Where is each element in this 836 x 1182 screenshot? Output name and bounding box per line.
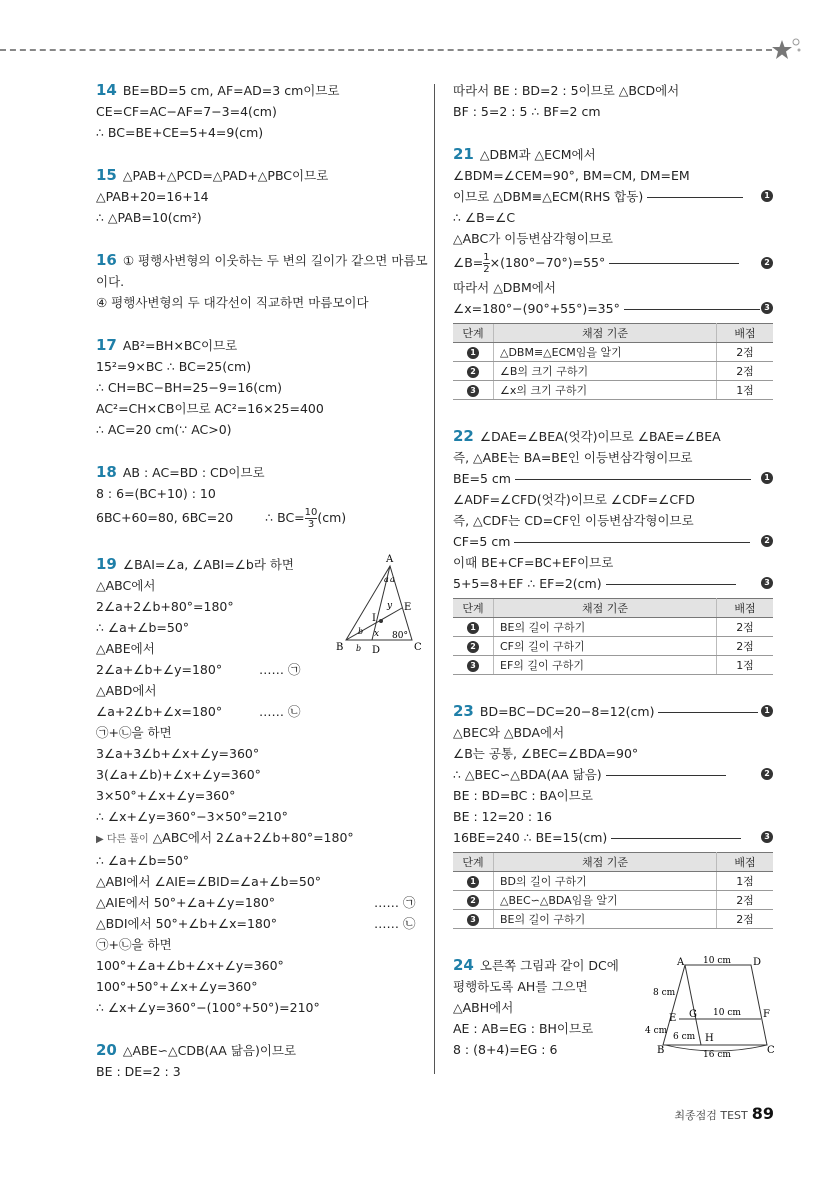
step-marker: 1 <box>467 876 479 888</box>
table-header: 배점 <box>717 599 774 618</box>
table-header: 채점 기준 <box>494 853 717 872</box>
table-header: 채점 기준 <box>494 324 717 343</box>
step-marker: 2 <box>467 895 479 907</box>
step-marker: 1 <box>761 472 773 484</box>
problem-number: 20 <box>96 1041 117 1059</box>
scoring-table-21 <box>453 323 773 400</box>
step-marker: 3 <box>467 914 479 926</box>
step-marker: 3 <box>761 577 773 589</box>
fraction: $\frac{1}{2}$ <box>483 252 490 275</box>
svg-text:x: x <box>374 629 380 639</box>
svg-text:6 cm: 6 cm <box>673 1032 696 1042</box>
svg-text:B: B <box>336 642 344 653</box>
step-marker: 3 <box>761 831 773 843</box>
svg-text:D: D <box>753 957 762 968</box>
problem-number: 17 <box>96 336 117 354</box>
svg-text:16 cm: 16 cm <box>703 1050 731 1060</box>
scoring-table-22 <box>453 598 773 675</box>
table-header: 단계 <box>453 599 494 618</box>
step-marker: 3 <box>467 385 479 397</box>
svg-text:C: C <box>414 642 422 653</box>
footer-label: 최종점검 TEST <box>674 1109 748 1122</box>
problem-number: 24 <box>453 956 474 974</box>
svg-text:b: b <box>358 627 364 636</box>
table-header: 배점 <box>717 853 774 872</box>
left-column <box>96 80 426 1082</box>
problem-15: 15 △PAB+△PCD=△PAD+△PBC이므로 △PAB+20=16+14 ∴ △PAB=10(cm²) <box>96 166 329 225</box>
problem-17: 17 AB²=BH×BC이므로 15²=9×BC ∴ BC=25(cm) ∴ CH=BC−BH=25−9=16(cm) AC²=CH×CB이므로 AC²=16×25=400 ∴ AC=20 cm(∵ AC>0) <box>96 336 324 437</box>
svg-text:b: b <box>356 644 362 653</box>
step-marker: 1 <box>467 347 479 359</box>
step-marker: 1 <box>761 190 773 202</box>
table-row: 1 BD의 길이 구하기 1점 <box>453 872 773 891</box>
svg-text:8 cm: 8 cm <box>653 988 676 998</box>
right-column <box>453 80 773 1060</box>
step-marker: 2 <box>761 535 773 547</box>
problem-19: A B C D E I a a y x b b 80° 19 ∠BAI=∠a, ∠ABI=∠b라 하면 △ABC에서 2∠a+2∠b+80°=180° ∴ ∠a+∠b=50° △ABE에서 2∠a+∠b+∠y=180° …… ㉠ △ABD에서 ∠a+2∠b+∠x=180° …… ㉡ ㉠+㉡을 하면 3∠a+3∠b+∠x+∠y=360° 3(∠a+∠b)+∠x+∠y=360° 3×50°+∠x+∠y=360° ∴ ∠x+∠y=360°−3×50°=210° ▶ 다른 풀이 △ABC에서 2∠a+2∠b+80°=180° ∴ ∠a+∠b=50° △ABI에서 ∠AIE=∠BID=∠a+∠b=50° △AIE에서 50°+∠a+∠y=180° …… ㉠ △BDI에서 50°+∠b+∠x=180° …… ㉡ ㉠+㉡을 하면 100°+∠a+∠b+∠x+∠y=360° 100°+50°+∠x+∠y=360° ∴ ∠x+∠y=360°−(100°+50°)=210° <box>96 554 426 1018</box>
problem-number: 19 <box>96 555 117 573</box>
alt-solution-label: ▶ 다른 풀이 <box>96 834 149 845</box>
top-dashed-rule <box>0 49 772 51</box>
svg-text:A: A <box>386 554 394 565</box>
table-header: 채점 기준 <box>494 599 717 618</box>
step-marker: 1 <box>467 622 479 634</box>
svg-text:80°: 80° <box>392 631 408 641</box>
problem-number: 22 <box>453 427 474 445</box>
table-row: 2 △BEC∽△BDA임을 알기 2점 <box>453 891 773 910</box>
table-row: 2 ∠B의 크기 구하기 2점 <box>453 362 773 381</box>
table-row: 3 ∠x의 크기 구하기 1점 <box>453 381 773 400</box>
problem-16: 16 ① 평행사변형의 이웃하는 두 변의 길이가 같으면 마름모 이다. ④ 평행사변형의 두 대각선이 직교하면 마름모이다 <box>96 251 428 310</box>
svg-text:10 cm: 10 cm <box>703 956 731 966</box>
svg-text:G: G <box>689 1009 697 1020</box>
svg-text:I: I <box>372 613 376 624</box>
problem-number: 18 <box>96 463 117 481</box>
page-number: 89 <box>751 1104 774 1123</box>
problem-number: 14 <box>96 81 117 99</box>
svg-text:E: E <box>669 1013 677 1024</box>
problem-number: 21 <box>453 145 474 163</box>
table-header: 단계 <box>453 853 494 872</box>
step-marker: 3 <box>761 302 773 314</box>
problem-18: 18 AB : AC=BD : CD이므로 8 : 6=(BC+10) : 10 6BC+60=80, 6BC=20 ∴ BC= $\frac{10}{3}$ (cm) <box>96 463 347 530</box>
svg-text:F: F <box>763 1009 770 1020</box>
table-row: 1 △DBM≡△ECM임을 알기 2점 <box>453 343 773 362</box>
column-divider <box>434 84 435 1074</box>
step-marker: 1 <box>761 705 773 717</box>
step-marker: 2 <box>467 641 479 653</box>
svg-text:y: y <box>387 601 393 611</box>
problem-24: A D E G F H B C 10 cm 10 cm 8 cm 4 cm 6 cm 16 cm 24 오른쪽 그림과 같이 DC에 평행하도록 AH를 그으면 △ABH에서 AE : AB=EG : BH이므로 8 : (8+4)=EG : 6 <box>453 955 773 1060</box>
svg-text:a: a <box>384 575 389 584</box>
svg-text:C: C <box>767 1045 775 1056</box>
problem-22: 22 ∠DAE=∠BEA(엇각)이므로 ∠BAE=∠BEA 즉, △ABE는 BA=BE인 이등변삼각형이므로 BE=5 cm 1 ∠ADF=∠CFD(엇각)이므로 ∠CDF=∠CFD 즉, △CDF는 CD=CF인 이등변삼각형이므로 CF=5 cm 2 이때 BE+CF=BC+EF이므로 5+5=8+EF ∴ EF=2(cm) 3 <box>453 426 773 594</box>
problem-20: 20 △ABE∽△CDB(AA 닮음)이므로 BE : DE=2 : 3 <box>96 1041 297 1079</box>
svg-text:a: a <box>390 575 395 584</box>
table-row: 2 CF의 길이 구하기 2점 <box>453 637 773 656</box>
table-row: 3 BE의 길이 구하기 2점 <box>453 910 773 929</box>
problem-20-continued: 따라서 BE : BD=2 : 5이므로 △BCD에서 BF : 5=2 : 5 ∴ BF=2 cm <box>453 83 680 119</box>
svg-text:4 cm: 4 cm <box>645 1026 668 1036</box>
step-marker: 3 <box>467 660 479 672</box>
svg-text:A: A <box>677 957 685 968</box>
problem-number: 15 <box>96 166 117 184</box>
problem-21: 21 △DBM과 △ECM에서 ∠BDM=∠CEM=90°, BM=CM, DM=EM 이므로 △DBM≡△ECM(RHS 합동) 1 ∴ ∠B=∠C △ABC가 이등변삼각형이므로 ∠B= $\frac{1}{2}$ ×(180°−70°)=55° 2 따라서 △DBM에서 ∠x=180°−(90°+55°)=35° 3 <box>453 144 773 319</box>
step-marker: 2 <box>467 366 479 378</box>
svg-text:E: E <box>404 602 412 613</box>
problem-23: 23 BD=BC−DC=20−8=12(cm) 1 △BEC와 △BDA에서 ∠B는 공통, ∠BEC=∠BDA=90° ∴ △BEC∽△BDA(AA 닮음) 2 BE : BD=BC : BA이므로 BE : 12=20 : 16 16BE=240 ∴ BE=15(cm) 3 <box>453 701 773 848</box>
step-marker: 2 <box>761 768 773 780</box>
svg-text:H: H <box>705 1033 714 1044</box>
table-row: 3 EF의 길이 구하기 1점 <box>453 656 773 675</box>
problem-14: 14 BE=BD=5 cm, AF=AD=3 cm이므로 CE=CF=AC−AF=7−3=4(cm) ∴ BC=BE+CE=5+4=9(cm) <box>96 81 340 140</box>
page-footer <box>674 1104 774 1123</box>
problem-number: 23 <box>453 702 474 720</box>
scoring-table-23 <box>453 852 773 929</box>
svg-text:B: B <box>657 1045 665 1056</box>
svg-text:10 cm: 10 cm <box>713 1008 741 1018</box>
step-marker: 2 <box>761 257 773 269</box>
svg-text:D: D <box>372 645 381 656</box>
table-row: 1 BE의 길이 구하기 2점 <box>453 618 773 637</box>
star-icon <box>770 36 804 64</box>
table-header: 단계 <box>453 324 494 343</box>
problem-number: 16 <box>96 251 117 269</box>
fraction: $\frac{10}{3}$ <box>304 507 318 530</box>
table-header: 배점 <box>717 324 774 343</box>
